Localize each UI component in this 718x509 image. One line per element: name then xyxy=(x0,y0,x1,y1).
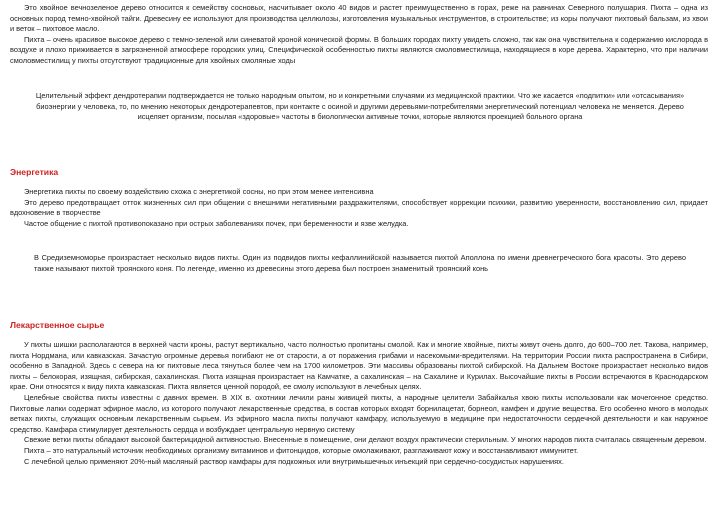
heading-energy: Энергетика xyxy=(10,167,59,177)
mediterranean-paragraph: В Средиземноморье произрастает несколько видов пихты. Один из подвидов пихты кефаллинийской называется пихтой Аполлона по имени древнегреческого бога красоты. Это дерево также называют пихтой троянского коня. По легенде, именно из древесины этого дерева был построен знаменитый троянский конь xyxy=(34,253,686,273)
heading-medicinal-raw-material: Лекарственное сырье xyxy=(10,320,105,330)
medicinal-paragraphs xyxy=(10,340,708,467)
energy-paragraph-2: Это дерево предотвращает отток жизненных сил при общении с внешними негативными раздражителями, способствует коррекции психики, развитию уверенности, восстановлению сил, придает вдохновение в творчестве xyxy=(10,197,708,218)
medicinal-paragraph-5: С лечебной целью применяют 20%-ный масляный раствор камфары для подкожных или внутримышечных инъекций при сердечно-сосудистых нарушениях. xyxy=(24,456,564,466)
medicinal-paragraph-2: Целебные свойства пихты известны с давних времен. В XIX в. охотники лечили раны живицей пихты, а народные целители Забайкалья хвою пихты использовали как мочегонное средство. Пихтовые лапки содержат эфирное масло, из которого получают лекарственные средства, в состав которых входят борнилацетат, борнеол, камфен и другие вещества. Его особенно много в молодых ветках пихты, служащих основным лекарственным сырьем. Из эфирного масла пихты получают камфару, используемую в медицине при недостаточности сердечной деятельности и как наружное средство. Камфара стимулирует деятельность сердца и возбуждает центральную нервную систему xyxy=(10,392,708,434)
medicinal-paragraph-3: Свежие ветки пихты обладают высокой бактерицидной активностью. Внесенные в помещение, они делают воздух практически стерильным. У многих народов пихта считалась священным деревом. xyxy=(24,435,707,445)
medicinal-paragraph-1: У пихты шишки располагаются в верхней части кроны, растут вертикально, часто полностью пропитаны смолой. Как и многие хвойные, пихты живут очень долго, до 600–700 лет. Такова, например, пихта Нордмана, или кавказская. Зачастую огромные деревья погибают не от старости, а от поражения грибами и насекомыми-вредителями. На территории России пихта распространена в Сибири, особенно в Западной. Здесь с севера на юг пихтовые леса тянуться более чем на 1700 километров. Эти массивы образованы пихтой сибирской. На Дальнем Востоке произрастает несколько видов пихты – белокорая, изящная, сибирская, сахалинская. Пихта изящная произрастает на Камчатке, а сахалинская – на Сахалине и Курилах. Высочайшие пихты в России встречаются в Краснодарском крае. Они относятся к виду пихта кавказская. Пихта является ценной породой, ее смолу используют в лечебных целях. xyxy=(10,340,708,392)
intro-paragraph-2: Пихта – очень красивое высокое дерево с темно-зеленой или синеватой кроной конической формы. В больших городах пихту увидеть сложно, так как она чувствительна к содержанию кислорода в воздухе и плохо приживается в загрязненной атмосфере городских улиц. Специфической особенностью пихты являются смоловместилища, находящиеся в коре дерева. Характерно, что при наличии смоловместилищ у пихты отсутствуют традиционные для хвойных смоляные ходы xyxy=(10,34,708,65)
dendrotherapy-paragraph: Целительный эффект дендротерапии подтверждается не только народным опытом, но и конкретными случаями из медицинской практики. Что же касается «подпитки» или «отсасывания» биоэнергии у человека, то, по мнению некоторых дендротерапевтов, при контакте с осиной и другими деревьями-потребителями энергетический потенциал человека не меняется. Дерево исцеляет организм, посылая «здоровые» частоты в биологически активные точки, которые являются проекцией больного органа xyxy=(35,91,685,122)
intro-paragraph-1: Это хвойное вечнозеленое дерево относится к семейству сосновых, насчитывает около 40 видов и растет преимущественно в горах, реже на равнинах Северного полушария. Пихта – одна из основных пород темно-хвойной тайги. Древесину ее используют для производства целлюлозы, изготовления музыкальных инструментов, в строительстве; из коры получают пихтовый бальзам, из хвои и веток – пихтовое масло. xyxy=(10,3,708,34)
energy-paragraph-1: Энергетика пихты по своему воздействию схожа с энергетикой сосны, но при этом менее интенсивна xyxy=(24,187,374,196)
energy-paragraph-3: Частое общение с пихтой противопоказано при острых заболеваниях почек, при беременности и язве желудка. xyxy=(24,218,409,228)
medicinal-paragraph-4: Пихта – это натуральный источник необходимых организму витаминов и фитонцидов, которые омолаживают, разглаживают кожу и восстанавливают иммунитет. xyxy=(24,445,579,455)
intro-paragraphs xyxy=(10,3,708,67)
energy-paragraphs xyxy=(10,187,708,229)
